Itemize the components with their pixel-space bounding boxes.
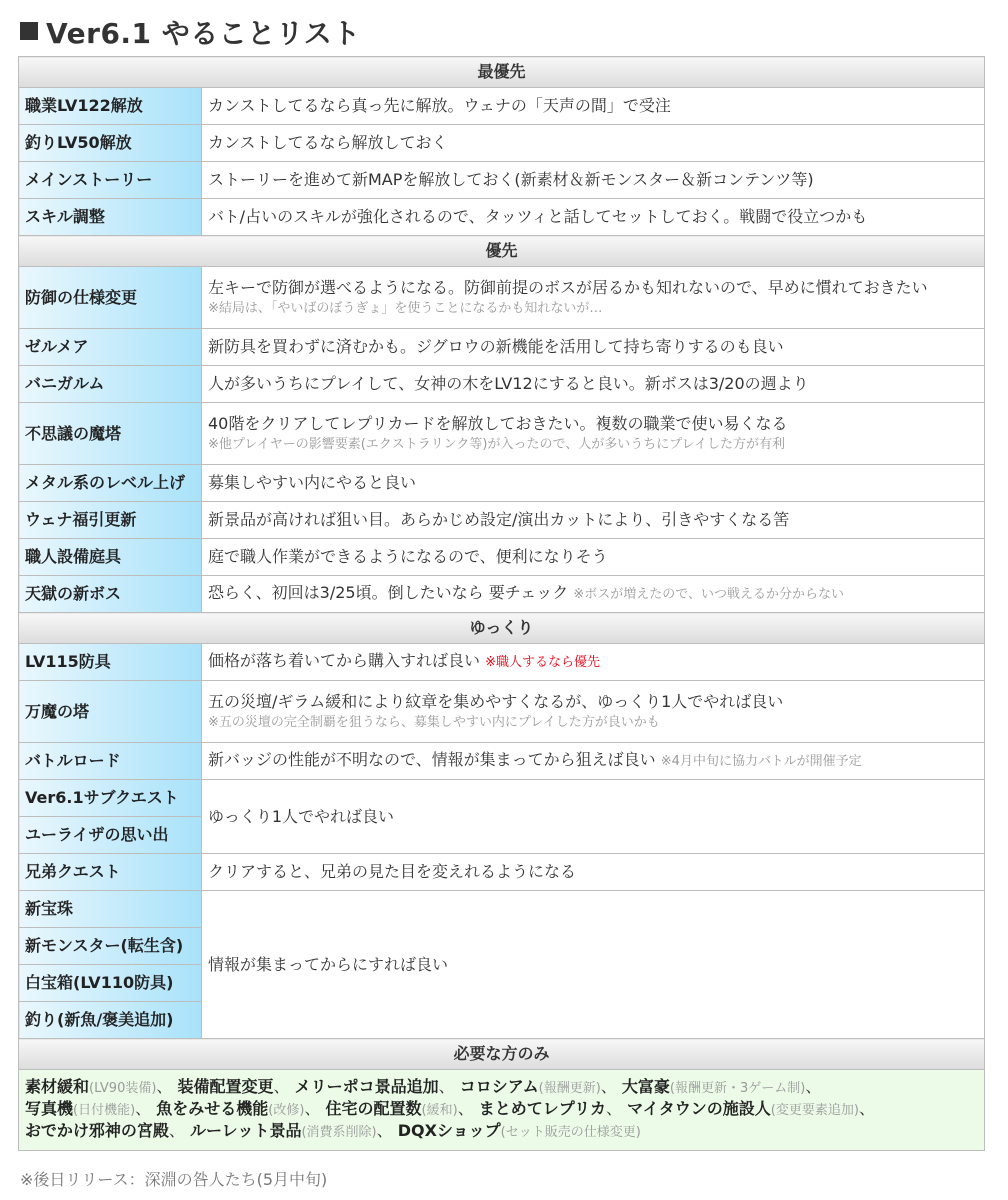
section-header-row xyxy=(19,57,985,88)
item-name: LV115防具 xyxy=(19,644,202,681)
item-name: バトルロード xyxy=(19,743,202,780)
section-header-row xyxy=(19,1039,985,1070)
item-subnote: ※五の災壇の完全制覇を狙うなら、募集しやすい内にプレイした方が良いかも xyxy=(208,714,660,730)
item-priority-note: ※職人するなら優先 xyxy=(485,655,601,670)
item-name: 職業LV122解放 xyxy=(19,88,202,125)
item-desc: 左キーで防御が選べるようになる。防御前提のボスが居るかも知れないので、早めに慣れておきたい xyxy=(208,277,928,297)
item-desc: 新バッジの性能が不明なので、情報が集まってから狙えば良い xyxy=(208,750,656,769)
extra-note: (報酬更新) xyxy=(538,1081,601,1096)
item-desc: 新防具を買わずに済むかも。ジグロウの新機能を活用して持ち寄りするのも良い xyxy=(202,329,985,366)
item-name: スキル調整 xyxy=(19,199,202,236)
table-row xyxy=(19,576,985,613)
extra-note: (報酬更新・3ゲーム制) xyxy=(669,1081,806,1096)
square-bullet-icon xyxy=(20,22,38,40)
section-header: 優先 xyxy=(19,236,985,267)
extra-item: マイタウンの施設人 xyxy=(627,1099,771,1118)
extra-note: (変更要素追加) xyxy=(770,1103,859,1118)
extra-note: (緩和) xyxy=(421,1103,458,1118)
item-desc-cell xyxy=(202,576,985,613)
section-header-row xyxy=(19,236,985,267)
item-inline-note: ※ボスが増えたので、いつ戦えるか分からない xyxy=(573,587,844,602)
item-desc-cell xyxy=(202,267,985,329)
table-row xyxy=(19,891,985,928)
table-row xyxy=(19,403,985,465)
item-name: 万魔の塔 xyxy=(19,681,202,743)
extra-item: 魚をみせる機能 xyxy=(156,1099,269,1118)
table-row xyxy=(19,780,985,817)
item-name: 白宝箱(LV110防具) xyxy=(19,965,202,1002)
item-desc: 新景品が高ければ狙い目。あらかじめ設定/演出カットにより、引きやすくなる筈 xyxy=(202,502,985,539)
extra-note: (セット販売の仕様変更) xyxy=(500,1125,641,1140)
item-name: 新宝珠 xyxy=(19,891,202,928)
page-title-text: Ver6.1 やることリスト xyxy=(46,17,361,50)
page-title xyxy=(20,12,361,52)
item-name: 釣り(新魚/褒美追加) xyxy=(19,1002,202,1039)
item-desc: 恐らく、初回は3/25頃。倒したいなら 要チェック xyxy=(208,583,569,602)
item-name: 釣りLV50解放 xyxy=(19,125,202,162)
extra-item: DQXショップ xyxy=(397,1121,501,1140)
item-name: バニガルム xyxy=(19,366,202,403)
item-desc: カンストしてるなら真っ先に解放。ウェナの「天声の間」で受注 xyxy=(202,88,985,125)
table-row xyxy=(19,366,985,403)
extras-row xyxy=(19,1070,985,1151)
item-desc: 40階をクリアしてレプリカードを解放しておきたい。複数の職業で使い易くなる xyxy=(208,413,788,433)
section-header: 必要な方のみ xyxy=(19,1039,985,1070)
extra-item: おでかけ邪神の宮殿 xyxy=(25,1121,169,1140)
extra-item: 大富豪 xyxy=(621,1077,670,1096)
item-name: 職人設備庭具 xyxy=(19,539,202,576)
item-desc: 情報が集まってからにすれば良い xyxy=(202,891,985,1039)
extra-note: (LV90装備) xyxy=(89,1081,157,1096)
item-name: ゼルメア xyxy=(19,329,202,366)
extras-list: 素材緩和(LV90装備)、 装備配置変更、 メリーポコ景品追加、 コロシアム(報酬更新)、 大富豪(報酬更新・3ゲーム制)、 写真機(日付機能)、 魚をみせる機能(改修)、 住宅の配置数(緩和)、 まとめてレプリカ、 マイタウンの施設人(変更要素追加)、 おでかけ邪神の宮殿、 ルーレット景品(消費系削除)、 DQXショップ(セット販売の仕様変更) xyxy=(19,1070,985,1151)
table-row xyxy=(19,539,985,576)
table-row xyxy=(19,125,985,162)
item-desc: 五の災壇/ギラム緩和により紋章を集めやすくなるが、ゆっくり1人でやれば良い xyxy=(208,691,784,711)
table-row xyxy=(19,644,985,681)
table-row xyxy=(19,88,985,125)
item-name: メタル系のレベル上げ xyxy=(19,465,202,502)
item-desc: ストーリーを進めて新MAPを解放しておく(新素材＆新モンスター＆新コンテンツ等) xyxy=(202,162,985,199)
item-desc: ゆっくり1人でやれば良い xyxy=(202,780,985,854)
item-name: Ver6.1サブクエスト xyxy=(19,780,202,817)
extra-item: 写真機 xyxy=(25,1099,74,1118)
item-desc: クリアすると、兄弟の見た目を変えれるようになる xyxy=(202,854,985,891)
item-subnote: ※結局は、「やいばのぼうぎょ」を使うことになるかも知れないが… xyxy=(208,300,603,316)
item-desc: カンストしてるなら解放しておく xyxy=(202,125,985,162)
item-name: 不思議の魔塔 xyxy=(19,403,202,465)
item-desc: 募集しやすい内にやると良い xyxy=(202,465,985,502)
extra-item: ルーレット景品 xyxy=(189,1121,302,1140)
item-inline-note: ※4月中旬に協力バトルが開催予定 xyxy=(660,754,862,769)
section-header: 最優先 xyxy=(19,57,985,88)
table-row xyxy=(19,465,985,502)
extra-note: (日付機能) xyxy=(73,1103,136,1118)
table-row xyxy=(19,743,985,780)
extra-note: (消費系削除) xyxy=(301,1125,377,1140)
extra-item: 素材緩和 xyxy=(25,1077,90,1096)
item-name: 新モンスター(転生含) xyxy=(19,928,202,965)
table-row xyxy=(19,502,985,539)
table-row xyxy=(19,162,985,199)
item-desc-cell xyxy=(202,681,985,743)
item-name: メインストーリー xyxy=(19,162,202,199)
extra-item: まとめてレプリカ xyxy=(478,1099,606,1118)
item-desc-cell xyxy=(202,403,985,465)
item-desc: 人が多いうちにプレイして、女神の木をLV12にすると良い。新ボスは3/20の週より xyxy=(202,366,985,403)
item-name: 天獄の新ボス xyxy=(19,576,202,613)
table-row xyxy=(19,199,985,236)
item-desc: 価格が落ち着いてから購入すれば良い xyxy=(208,651,481,670)
section-header: ゆっくり xyxy=(19,613,985,644)
item-name: ウェナ福引更新 xyxy=(19,502,202,539)
extra-item: コロシアム xyxy=(459,1077,539,1096)
todo-table xyxy=(18,56,985,1151)
table-row xyxy=(19,329,985,366)
extra-item: メリーポコ景品追加 xyxy=(294,1077,439,1096)
table-row xyxy=(19,681,985,743)
item-subnote: ※他プレイヤーの影響要素(エクストラリンク等)が入ったので、人が多いうちにプレイした方が有利 xyxy=(208,436,786,452)
item-desc: バト/占いのスキルが強化されるので、タッツィと話してセットしておく。戦闘で役立つかも xyxy=(202,199,985,236)
extra-note: (改修) xyxy=(268,1103,305,1118)
item-name: ユーライザの思い出 xyxy=(19,817,202,854)
item-desc: 庭で職人作業ができるようになるので、便利になりそう xyxy=(202,539,985,576)
extra-item: 装備配置変更 xyxy=(177,1077,274,1096)
extra-item: 住宅の配置数 xyxy=(325,1099,422,1118)
footer-note: ※後日リリース：深淵の咎人たち(5月中旬) xyxy=(20,1170,328,1189)
item-name: 防御の仕様変更 xyxy=(19,267,202,329)
item-desc-cell xyxy=(202,644,985,681)
item-desc-cell xyxy=(202,743,985,780)
item-name: 兄弟クエスト xyxy=(19,854,202,891)
section-header-row xyxy=(19,613,985,644)
table-row xyxy=(19,267,985,329)
table-row xyxy=(19,854,985,891)
